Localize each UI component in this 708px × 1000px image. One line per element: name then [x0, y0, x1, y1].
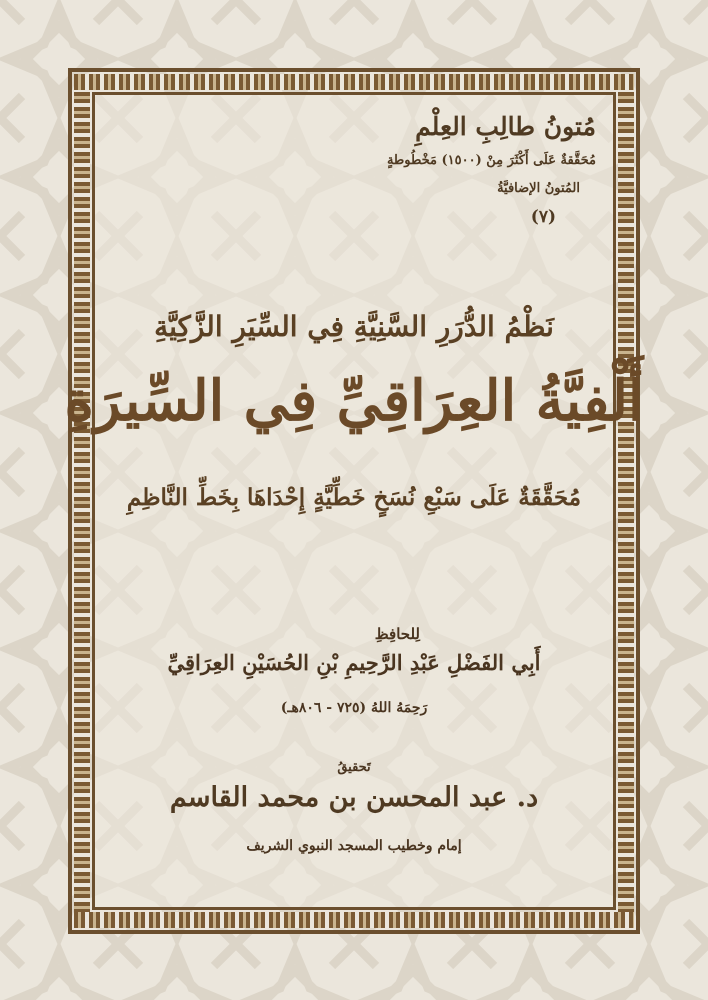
- author-dates: رَحِمَهُ اللهُ (٧٢٥ - ٨٠٦هـ): [280, 700, 428, 716]
- series-subtitle: مُحَقَّقةٌ عَلَى أَكْثَرَ مِنْ (١٥٠٠) مَخْطُوطةٍ: [386, 153, 596, 168]
- series-title: مُتونُ طالِبِ العِلْمِ: [415, 112, 596, 141]
- verification-note: مُحَقَّقَةٌ عَلَى سَبْعِ نُسَخٍ خَطِّيَّةٍ إِحْدَاهَا بِخَطِّ النَّاظِمِ: [126, 484, 582, 511]
- series-section: المُتونُ الإضافيَّةُ: [497, 181, 580, 196]
- editor-label: تَحقيقُ: [337, 760, 371, 775]
- author-prefix: لِلحافِظِ: [374, 625, 420, 643]
- series-number: (٧): [530, 207, 556, 227]
- editor-name: د. عبد المحسن بن محمد القاسم: [169, 782, 539, 813]
- author-name: أَبِي الفَضْلِ عَبْدِ الرَّحِيمِ بْنِ الحُسَيْنِ العِرَاقِيِّ: [167, 650, 541, 675]
- book-title: أَلْفِيَّةُ العِرَاقِيِّ فِي السِّيرَةِ: [64, 368, 644, 434]
- editor-role: إمام وخطيب المسجد النبوي الشريف: [246, 838, 462, 854]
- book-subtitle: نَظْمُ الدُّرَرِ السَّنِيَّةِ فِي السِّيَرِ الزَّكِيَّةِ: [154, 310, 554, 343]
